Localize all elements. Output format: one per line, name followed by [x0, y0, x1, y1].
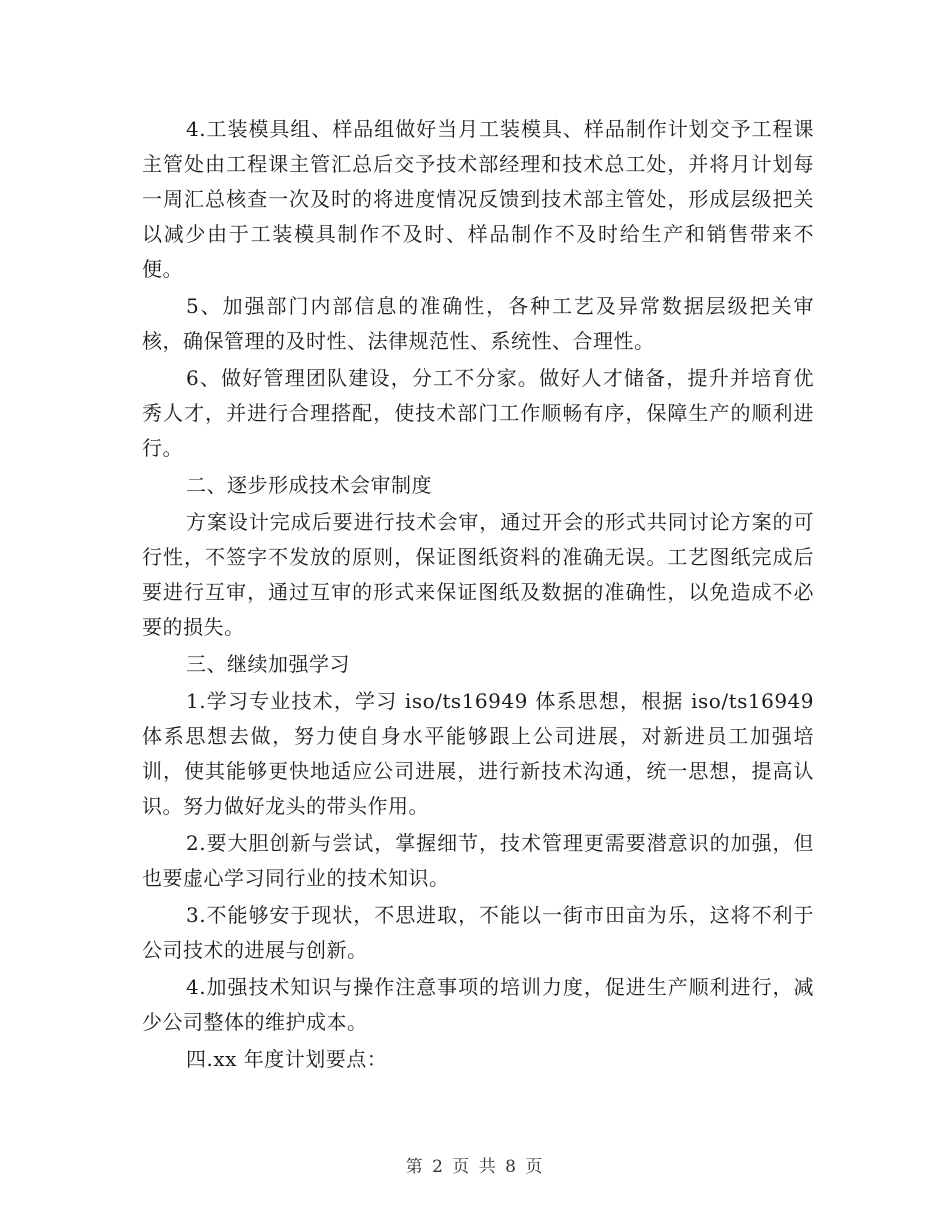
paragraph-learning-1: 1.学习专业技术，学习 iso/ts16949 体系思想，根据 iso/ts16949 体系思想去做，努力使自身水平能够跟上公司进展，对新进员工加强培训，使其能够更快地适应公司进展，进行新技术沟通，统一思想，提高认识。努力做好龙头的带头作用。	[142, 689, 814, 818]
section-heading-plan: 四.xx 年度计划要点：	[186, 1047, 388, 1071]
section-heading-learning: 三、继续加强学习	[186, 652, 350, 676]
paragraph-learning-3: 3.不能够安于现状，不思进取，不能以一街市田亩为乐，这将不利于公司技术的进展与创新。	[142, 903, 814, 962]
paragraph-tooling-plan: 4.工装模具组、样品组做好当月工装模具、样品制作计划交予工程课主管处由工程课主管汇总后交予技术部经理和技术总工处，并将月计划每一周汇总核查一次及时的将进度情况反馈到技术部主管处，形成层级把关以减少由于工装模具制作不及时、样品制作不及时给生产和销售带来不便。	[142, 117, 814, 281]
paragraph-learning-2: 2.要大胆创新与尝试，掌握细节，技术管理更需要潜意识的加强，但也要虚心学习同行业的技术知识。	[142, 831, 814, 890]
paragraph-team-building: 6、做好管理团队建设，分工不分家。做好人才储备，提升并培育优秀人才，并进行合理搭配，使技术部门工作顺畅有序，保障生产的顺利进行。	[142, 366, 814, 460]
paragraph-technical-review: 方案设计完成后要进行技术会审，通过开会的形式共同讨论方案的可行性，不签字不发放的原则，保证图纸资料的准确无误。工艺图纸完成后要进行互审，通过互审的形式来保证图纸及数据的准确性，以免造成不必要的损失。	[142, 510, 814, 639]
document-body	[142, 112, 814, 1079]
page-number-footer: 第 2 页 共 8 页	[405, 1157, 545, 1177]
paragraph-info-accuracy: 5、加强部门内部信息的准确性，各种工艺及异常数据层级把关审核，确保管理的及时性、法律规范性、系统性、合理性。	[142, 294, 814, 353]
section-heading-review: 二、逐步形成技术会审制度	[186, 473, 432, 497]
paragraph-learning-4: 4.加强技术知识与操作注意事项的培训力度，促进生产顺利进行，减少公司整体的维护成本。	[142, 975, 814, 1034]
